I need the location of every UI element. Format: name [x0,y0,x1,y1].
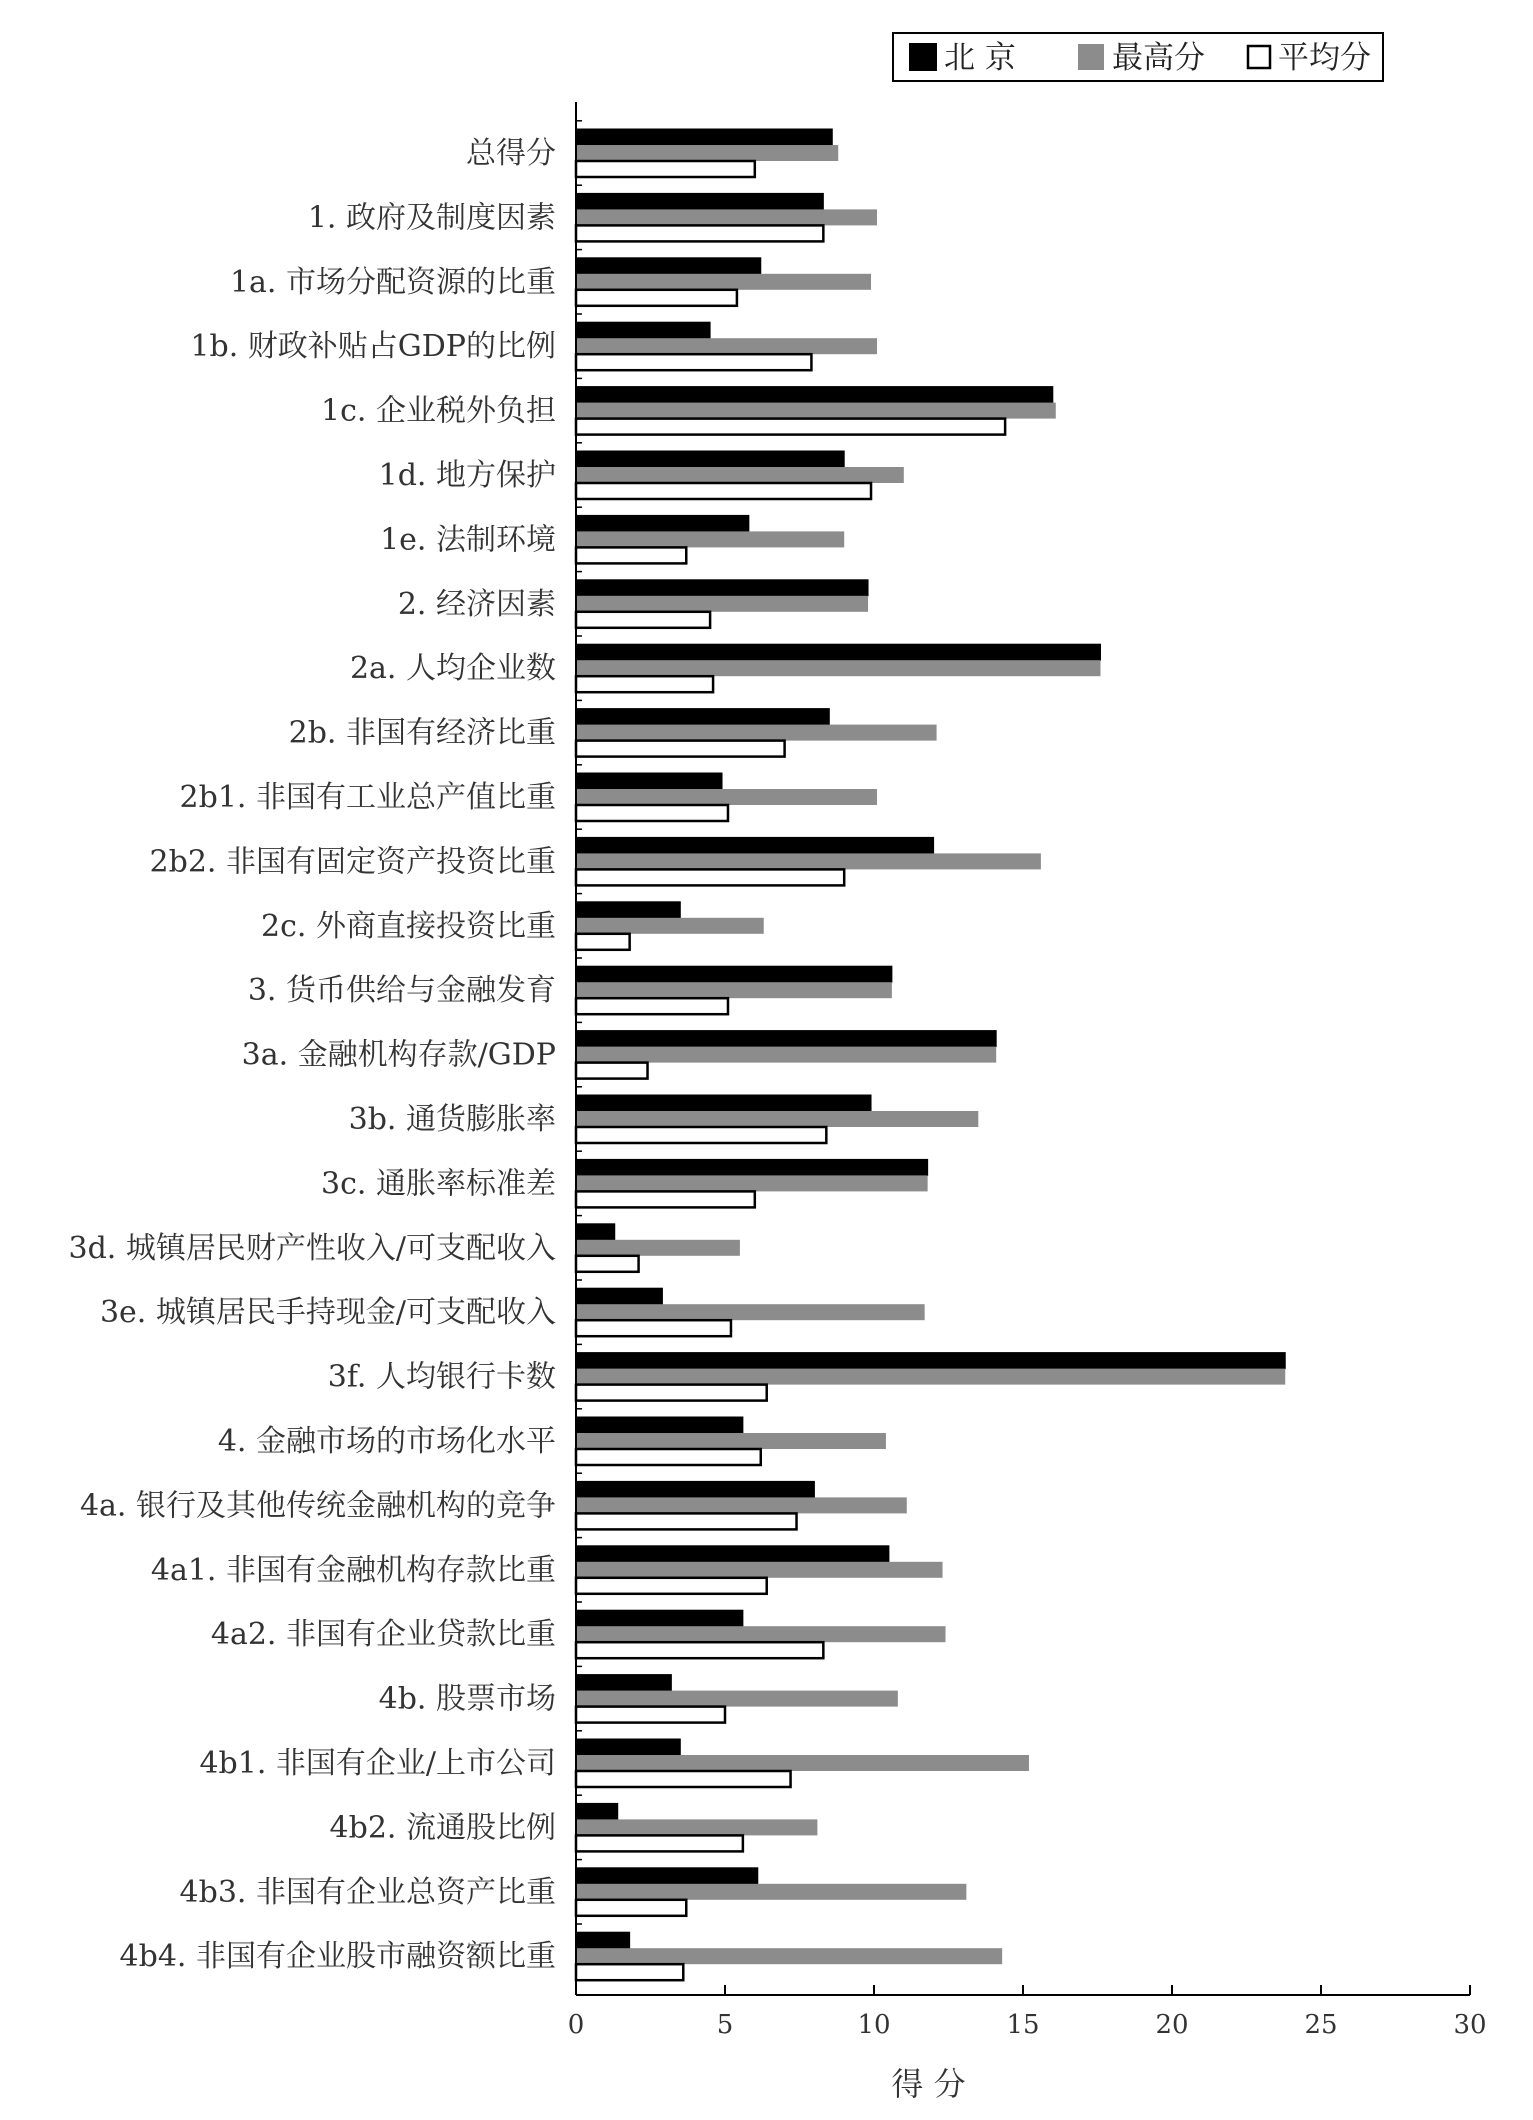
x-tick-label-6: 30 [1453,2010,1487,2040]
bar-beijing-1 [576,193,823,209]
category-label-6: 1e. 法制环境 [380,522,556,558]
bar-beijing-25 [576,1739,680,1755]
bar-max-21 [576,1497,907,1513]
category-label-8: 2a. 人均企业数 [349,651,556,687]
legend [893,33,1383,81]
x-tick-label-0: 0 [567,2010,585,2040]
bar-average-16 [576,1191,755,1207]
bar-beijing-11 [576,837,934,853]
bar-average-15 [576,1127,826,1143]
bar-beijing-23 [576,1610,743,1626]
bar-max-1 [576,209,877,225]
bar-beijing-6 [576,515,749,531]
bar-max-24 [576,1691,898,1707]
bar-average-25 [576,1771,791,1787]
bar-average-8 [576,676,713,692]
bar-average-28 [576,1964,683,1980]
bar-max-19 [576,1369,1285,1385]
bar-max-5 [576,467,904,483]
category-label-25: 4b1. 非国有企业/上市公司 [199,1746,556,1781]
bar-average-13 [576,998,728,1014]
category-label-27: 4b3. 非国有企业总资产比重 [179,1874,556,1910]
category-labels [69,136,556,1974]
legend-swatch-average [1248,46,1270,68]
x-tick-label-1: 5 [716,2010,734,2040]
category-label-13: 3. 货币供给与金融发育 [247,973,556,1009]
bar-average-21 [576,1513,797,1529]
legend-label-beijing: 北 京 [944,40,1016,76]
bar-max-28 [576,1948,1002,1964]
category-label-7: 2. 经济因素 [397,586,556,622]
x-tick-label-2: 10 [857,2010,891,2040]
category-label-26: 4b2. 流通股比例 [329,1810,556,1846]
bar-max-7 [576,596,868,612]
bar-max-20 [576,1433,886,1449]
bar-average-7 [576,612,710,628]
category-label-20: 4. 金融市场的市场化水平 [217,1424,556,1459]
category-label-18: 3e. 城镇居民手持现金/可支配收入 [99,1295,556,1331]
bar-beijing-3 [576,322,710,338]
bar-average-18 [576,1320,731,1336]
category-label-11: 2b2. 非国有固定资产投资比重 [149,844,556,880]
bar-max-9 [576,725,937,741]
legend-label-average: 平均分 [1278,40,1371,76]
bar-beijing-20 [576,1417,743,1433]
bar-beijing-10 [576,773,722,789]
bar-beijing-22 [576,1546,889,1562]
category-label-9: 2b. 非国有经济比重 [288,715,556,751]
bar-average-27 [576,1900,686,1916]
bar-average-10 [576,805,728,821]
x-tick-label-3: 15 [1006,2010,1040,2040]
bar-max-6 [576,531,844,547]
bar-beijing-27 [576,1868,758,1884]
bar-max-15 [576,1111,978,1127]
bar-max-23 [576,1626,946,1642]
bar-average-22 [576,1578,767,1594]
bar-beijing-2 [576,258,761,274]
bar-beijing-26 [576,1803,618,1819]
category-label-24: 4b. 股票市场 [378,1681,556,1717]
x-tick-label-5: 25 [1304,2010,1338,2040]
bar-max-17 [576,1240,740,1256]
legend-swatch-beijing [910,44,936,70]
bars-layer [576,129,1285,1980]
bar-max-14 [576,1047,996,1063]
bar-beijing-8 [576,644,1100,660]
bar-beijing-4 [576,387,1053,403]
category-label-19: 3f. 人均银行卡数 [327,1359,556,1395]
bar-average-2 [576,290,737,306]
bar-average-9 [576,741,785,757]
bar-max-18 [576,1304,925,1320]
bar-beijing-15 [576,1095,871,1111]
bar-beijing-5 [576,451,844,467]
bar-beijing-18 [576,1288,662,1304]
bar-average-14 [576,1063,648,1079]
bar-beijing-14 [576,1031,996,1047]
bar-max-11 [576,853,1041,869]
category-label-2: 1a. 市场分配资源的比重 [229,264,556,300]
bar-max-8 [576,660,1100,676]
bar-beijing-16 [576,1159,928,1175]
bar-average-4 [576,419,1005,435]
bar-average-19 [576,1385,767,1401]
x-axis-title: 得 分 [891,2065,966,2103]
category-label-28: 4b4. 非国有企业股市融资额比重 [119,1939,556,1975]
bar-beijing-9 [576,709,829,725]
legend-label-max: 最高分 [1112,40,1205,76]
category-label-10: 2b1. 非国有工业总产值比重 [179,780,556,815]
bar-max-26 [576,1819,817,1835]
bar-average-23 [576,1642,823,1658]
bar-max-27 [576,1884,966,1900]
bar-average-3 [576,354,811,370]
bar-average-1 [576,225,823,241]
bar-max-10 [576,789,877,805]
bar-max-2 [576,274,871,290]
category-label-22: 4a1. 非国有金融机构存款比重 [150,1552,556,1588]
bar-average-17 [576,1256,639,1272]
x-tick-label-4: 20 [1155,2010,1189,2040]
bar-beijing-28 [576,1932,630,1948]
bar-beijing-24 [576,1675,671,1691]
category-label-14: 3a. 金融机构存款/GDP [241,1037,556,1073]
bar-beijing-12 [576,902,680,918]
bar-max-16 [576,1175,928,1191]
category-label-23: 4a2. 非国有企业贷款比重 [210,1617,556,1653]
bar-beijing-19 [576,1353,1285,1369]
category-label-0: 总得分 [466,136,556,171]
category-label-21: 4a. 银行及其他传统金融机构的竞争 [79,1488,556,1524]
bar-average-11 [576,869,844,885]
bar-average-20 [576,1449,761,1465]
bar-beijing-0 [576,129,832,145]
bar-max-25 [576,1755,1029,1771]
category-label-4: 1c. 企业税外负担 [321,393,556,429]
bar-beijing-17 [576,1224,615,1240]
bar-max-12 [576,918,764,934]
bar-average-0 [576,161,755,177]
bar-max-4 [576,403,1056,419]
category-label-17: 3d. 城镇居民财产性收入/可支配收入 [68,1230,556,1266]
bar-beijing-13 [576,966,892,982]
bar-average-12 [576,934,630,950]
bar-average-26 [576,1835,743,1851]
category-label-12: 2c. 外商直接投资比重 [261,908,556,944]
bar-max-22 [576,1562,943,1578]
legend-swatch-max [1078,44,1104,70]
bar-max-13 [576,982,892,998]
bar-beijing-7 [576,580,868,596]
category-label-16: 3c. 通胀率标准差 [321,1166,556,1202]
category-label-1: 1. 政府及制度因素 [307,200,556,236]
bar-max-3 [576,338,877,354]
bar-average-6 [576,547,686,563]
bar-max-0 [576,145,838,161]
category-label-3: 1b. 财政补贴占GDP的比例 [190,329,556,365]
bar-average-24 [576,1707,725,1723]
category-label-5: 1d. 地方保护 [378,458,556,493]
bar-average-5 [576,483,871,499]
category-label-15: 3b. 通货膨胀率 [348,1102,556,1137]
bar-beijing-21 [576,1481,814,1497]
